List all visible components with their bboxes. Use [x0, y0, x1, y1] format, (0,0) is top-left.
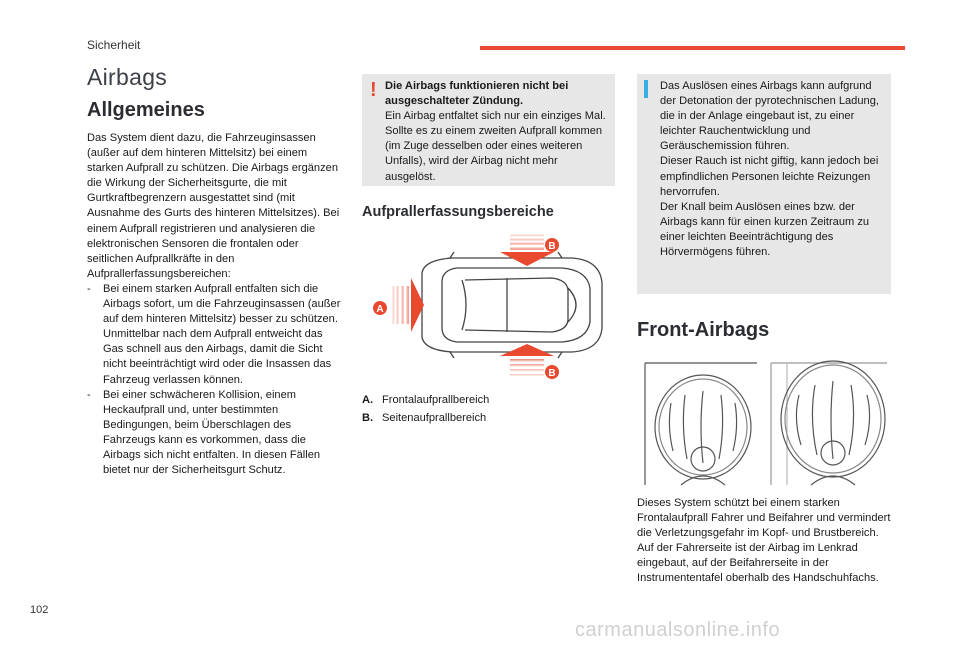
impact-zone-front — [392, 278, 424, 332]
front-paragraph: Auf der Fahrerseite ist der Airbag im Lenkrad eingebaut, auf der Beifahrerseite in der Instrumententafel oberhalb des Handschuhfachs. — [637, 542, 879, 585]
list-dash: - — [87, 388, 91, 401]
legend-text: Seitenaufprallbereich — [382, 412, 487, 424]
front-airbag-illustration — [637, 355, 891, 490]
impact-legend — [362, 394, 489, 430]
section-label: Sicherheit — [87, 38, 141, 52]
label-a-text: A — [376, 304, 384, 315]
legend-key: A. — [362, 394, 374, 406]
legend-text: Frontalaufprallbereich — [382, 394, 490, 406]
list-item — [87, 388, 345, 479]
header-accent-bar — [480, 46, 905, 50]
heading-front-airbags: Front-Airbags — [637, 319, 770, 341]
legend-key: B. — [362, 412, 374, 424]
list-dash: - — [87, 282, 91, 295]
legend-item-a — [362, 394, 489, 412]
page-title: Airbags — [87, 64, 168, 90]
info-paragraph: Dieser Rauch ist nicht giftig, kann jedoch bei empfindlichen Personen leichte Reizungen hervorrufen. — [660, 155, 879, 198]
allgemeines-intro: Das System dient dazu, die Fahrzeuginsassen (außer auf dem hinteren Mittelsitz) bei einem starken Aufprall zu schützen. Die Airbags ergänzen die Wirkung der Sicherheitsgurte, die mit Gurtkraftbegrenzern ausgestattet sind (mit Ausnahme des Gurts des hinteren Mittelsitzes). Bei einem Aufprall registrieren und analysieren die elektronischen Sensoren die frontalen oder seitlichen Aufprallkräfte in den Aufprallerfassungsbereichen: — [87, 132, 340, 280]
car-top-view — [422, 252, 602, 358]
warning-text — [385, 79, 607, 185]
info-text — [660, 79, 888, 260]
label-b-bottom — [545, 365, 559, 379]
front-paragraph: Dieses System schützt bei einem starken Frontalaufprall Fahrer und Beifahrer und vermindert die Verletzungsgefahr im Kopf- und Brustbereich. — [637, 497, 891, 540]
list-item-text: Bei einem starken Aufprall entfalten sich die Airbags sofort, um die Fahrzeuginsassen (außer auf dem hinteren Mittelsitz) besser zu schützen. Unmittelbar nach dem Aufprall entweicht das Gas schnell aus den Airbags, damit die Sicht nicht beeinträchtigt wird oder die Insassen das Fahrzeug verlassen können. — [103, 282, 341, 386]
page-number: 102 — [30, 604, 49, 616]
label-b-top-text: B — [548, 241, 556, 252]
front-airbags-text — [637, 496, 897, 587]
info-icon — [644, 80, 648, 98]
list-item-text: Bei einer schwächeren Kollision, einem Heckaufprall und, unter bestimmten Bedingungen, beim Überschlagen des Fahrzeugs kann es vorkommen, dass die Airbags sich nicht entfalten. In diesen Fällen bietet nur der Sicherheitsgurt Schutz. — [103, 388, 321, 477]
impact-zones-diagram — [362, 228, 616, 382]
label-b-top — [545, 238, 559, 252]
impact-zone-top — [500, 234, 554, 266]
list-item — [87, 282, 345, 388]
watermark: carmanualsonline.info — [575, 619, 781, 641]
warning-icon: ! — [370, 79, 377, 101]
heading-allgemeines: Allgemeines — [87, 99, 205, 121]
warning-title: Die Airbags funktionieren nicht bei ausgeschalteter Zündung. — [385, 80, 569, 108]
info-paragraph: Das Auslösen eines Airbags kann aufgrund der Detonation der pyrotechnischen Ladung, die in der Anlage eingebaut ist, zu einer leichter Rauchentwicklung und Geräuschemission führen. — [660, 80, 879, 153]
legend-item-b — [362, 412, 489, 430]
allgemeines-body — [87, 131, 345, 478]
label-a — [373, 301, 387, 315]
info-paragraph: Der Knall beim Auslösen eines bzw. der Airbags kann für einen kurzen Zeitraum zu einer leichten Beeinträchtigung des Hörvermögens führen. — [660, 200, 870, 259]
label-b-bottom-text: B — [548, 368, 556, 379]
heading-aufprallerfassungsbereiche: Aufprallerfassungsbereiche — [362, 204, 554, 220]
warning-body: Ein Airbag entfaltet sich nur ein einziges Mal. Sollte es zu einem zweiten Aufprall kommen (im Zuge desselben oder eines weiteren Unfalls), wird der Airbag nicht mehr ausgelöst. — [385, 110, 606, 183]
